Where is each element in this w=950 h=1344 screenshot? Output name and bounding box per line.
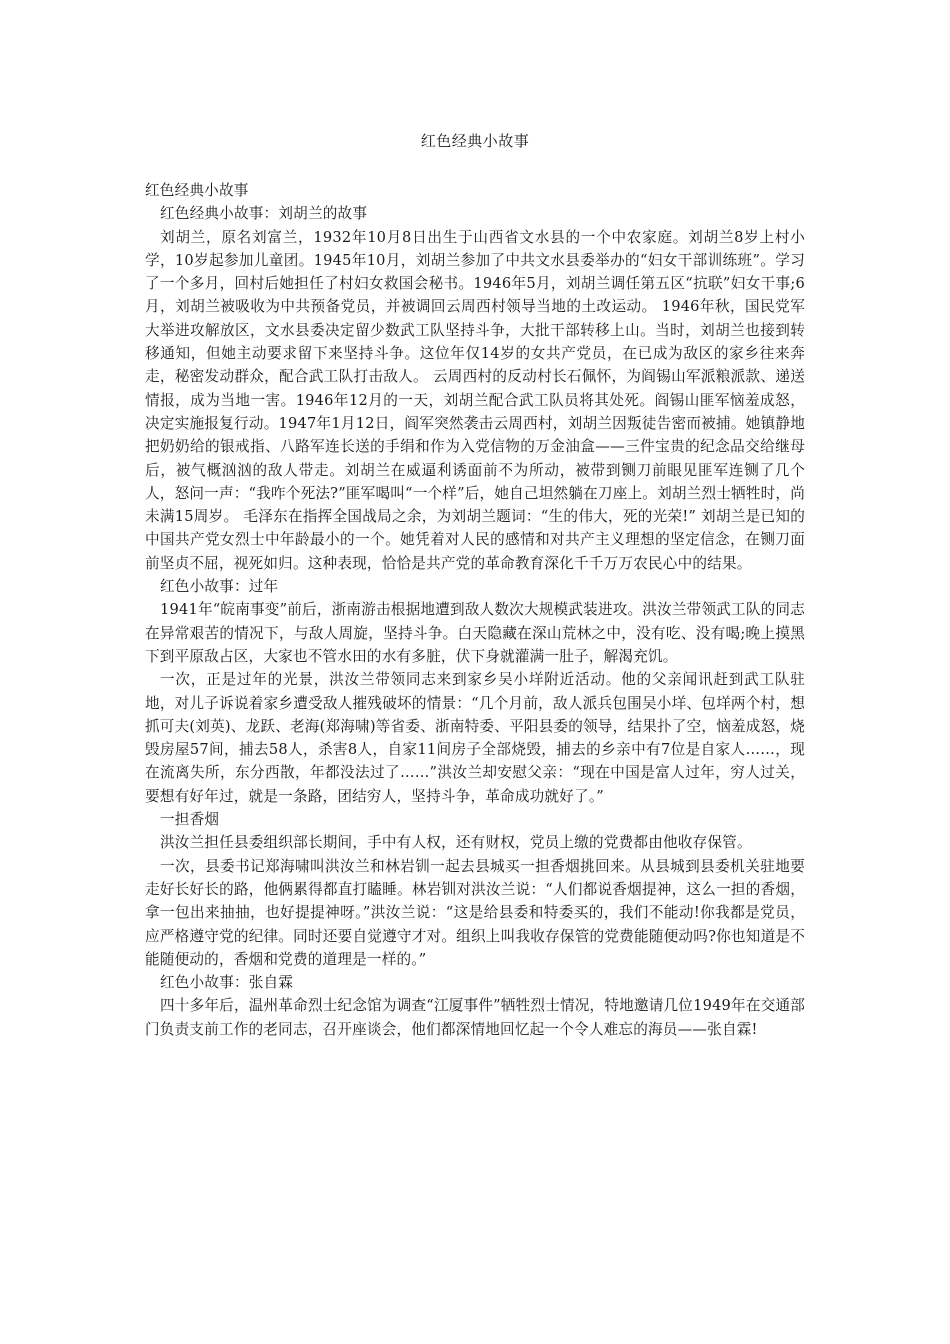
- body-paragraph: 一担香烟: [160, 811, 220, 829]
- body-paragraph: 一次，正是过年的光景，洪汝兰带领同志来到家乡吴小垟附近活动。他的父亲闻讯赶到武工队驻地，对儿子诉说着家乡遭受敌人摧残破坏的情景：“几个月前，敌人派兵包围吴小垟、包垟两个村，想抓可夫(刘英)、龙跃、老海(郑海啸)等省委、浙南特委、平阳县委的领导，结果扑了空，恼羞成怒，烧毁房屋57间，捕去58人，杀害8人，自家11间房子全部烧毁，捕去的乡亲中有7位是自家人……，现在流离失所，东分西散，年都没法过了……”洪汝兰却安慰父亲：“现在中国是富人过年，穷人过关，要想有好年过，就是一条路，团结穷人，坚持斗争，革命成功就好了。”: [145, 671, 805, 805]
- body-paragraph: 红色经典小故事: [145, 182, 249, 199]
- body-paragraph: 1941年“皖南事变”前后，浙南游击根据地遭到敌人数次大规模武装进攻。洪汝兰带领武工队的同志在异常艰苦的情况下，与敌人周旋，坚持斗争。白天隐藏在深山荒林之中，没有吃、没有喝;晚上摸黑下到平原敌占区，大家也不管水田的水有多脏，伏下身就灌满一肚子，解渴充饥。: [145, 601, 806, 665]
- body-paragraph: 一次，县委书记郑海啸叫洪汝兰和林岩钏一起去县城买一担香烟挑回来。从县城到县委机关驻地要走好长好长的路，他俩累得都直打瞌睡。林岩钏对洪汝兰说：“人们都说香烟提神，这么一担的香烟，拿一包出来抽抽，也好提提神呀。”洪汝兰说：“这是给县委和特委买的，我们不能动!你我都是党员，应严格遵守党的纪律。同时还要自觉遵守才对。组织上叫我收存保管的党费能随便动吗?你也知道是不能随便动的，香烟和党费的道理是一样的。”: [145, 857, 805, 968]
- body-paragraph: 刘胡兰，原名刘富兰，1932年10月8日出生于山西省文水县的一个中农家庭。刘胡兰8岁上村小学，10岁起参加儿童团。1945年10月，刘胡兰参加了中共文水县委举办的“妇女干部训练班”。学习了一个多月，回村后她担任了村妇女救国会秘书。1946年5月，刘胡兰调任第五区“抗联”妇女干事;6月，刘胡兰被吸收为中共预备党员，并被调回云周西村领导当地的土改运动。 1946年秋，国民党军大举进攻解放区，文水县委决定留少数武工队坚持斗争，大批干部转移上山。当时，刘胡兰也接到转移通知，但她主动要求留下来坚持斗争。这位年仅14岁的女共产党员，在已成为敌区的家乡往来奔走，秘密发动群众，配合武工队打击敌人。 云周西村的反动村长石佩怀，为阎锡山军派粮派款、递送情报，成为当地一害。1946年12月的一天，刘胡兰配合武工队员将其处死。阎锡山匪军恼羞成怒，决定实施报复行动。1947年1月12日，阎军突然袭击云周西村，刘胡兰因叛徒告密而被捕。她镇静地把奶奶给的银戒指、八路军连长送的手绢和作为入党信物的万金油盒——三件宝贵的纪念品交给继母后，被气概汹汹的敌人带走。刘胡兰在威逼利诱面前不为所动，被带到铡刀前眼见匪军连铡了几个人，怒问一声：“我咋个死法?”匪军喝叫“一个样”后，她自己坦然躺在刀座上。刘胡兰烈士牺牲时，尚未满15周岁。 毛泽东在指挥全国战局之余，为刘胡兰题词：“生的伟大，死的光荣!” 刘胡兰是已知的中国共产党女烈士中年龄最小的一个。她凭着对人民的感情和对共产主义理想的坚定信念，在铡刀面前坚贞不屈，视死如归。这种表现，恰恰是共产党的革命教育深化千千万万农民心中的结果。: [145, 228, 806, 572]
- body-paragraph: 洪汝兰担任县委组织部长期间，手中有人权，还有财权，党员上缴的党费都由他收存保管。: [160, 834, 752, 852]
- body-paragraph: 红色小故事：过年: [160, 578, 279, 596]
- document-body: [145, 179, 805, 1041]
- body-paragraph: 红色小故事：张自霖: [160, 974, 294, 992]
- body-paragraph: 四十多年后，温州革命烈士纪念馆为调查“江厦事件”牺牲烈士情况，特地邀请几位1949年在交通部门负责支前工作的老同志，召开座谈会，他们都深情地回忆起一个令人难忘的海员——张自霖!: [145, 997, 806, 1038]
- body-paragraph: 红色经典小故事：刘胡兰的故事: [160, 205, 368, 223]
- document-title: 红色经典小故事: [420, 132, 530, 150]
